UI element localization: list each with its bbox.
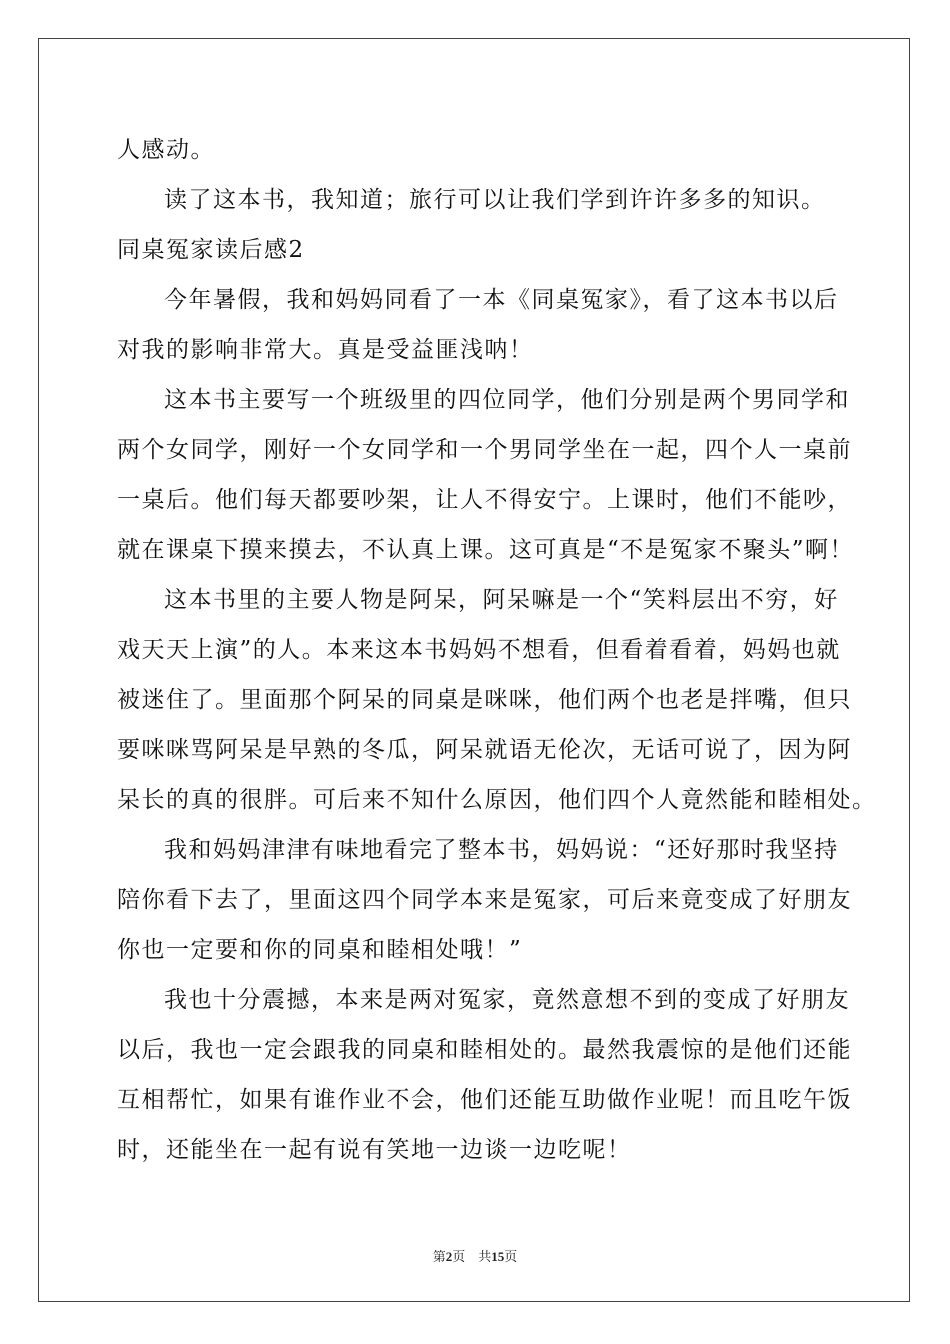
text-line: 这本书主要写一个班级里的四位同学，他们分别是两个男同学和: [164, 387, 850, 413]
text-line: 一桌后。他们每天都要吵架，让人不得安宁。上课时，他们不能吵，: [117, 487, 852, 513]
text-line: 呆长的真的很胖。可后来不知什么原因，他们四个人竟然能和睦相处。: [117, 787, 877, 813]
text-line: 互相帮忙，如果有谁作业不会，他们还能互助做作业呢！而且吃午饭: [117, 1087, 852, 1113]
text-line: 就在课桌下摸来摸去，不认真上课。这可真是“不是冤家不聚头”啊！: [117, 537, 855, 563]
footer-prefix: 第: [432, 1249, 446, 1264]
page-footer: [0, 1246, 950, 1265]
text-line: 戏天天上演”的人。本来这本书妈妈不想看，但看着看着，妈妈也就: [117, 637, 841, 663]
footer-mid: 页 共: [452, 1249, 492, 1264]
text-line: 对我的影响非常大。真是受益匪浅呐！: [117, 337, 534, 363]
text-line: 这本书里的主要人物是阿呆，阿呆嘛是一个“笑料层出不穷，好: [164, 587, 839, 613]
text-line: 以后，我也一定会跟我的同桌和睦相处的。最然我震惊的是他们还能: [117, 1037, 852, 1063]
text-line: 被迷住了。里面那个阿呆的同桌是咪咪，他们两个也老是拌嘴，但只: [117, 687, 852, 713]
text-line: 你也一定要和你的同桌和睦相处哦！”: [117, 937, 523, 963]
text-line: 时，还能坐在一起有说有笑地一边谈一边吃呢！: [117, 1137, 632, 1163]
text-line: 要咪咪骂阿呆是早熟的冬瓜，阿呆就语无伦次，无话可说了，因为阿: [117, 737, 852, 763]
text-line: 我和妈妈津津有味地看完了整本书，妈妈说：“还好那时我坚持: [164, 837, 839, 863]
text-line: 今年暑假，我和妈妈同看了一本《同桌冤家》，看了这本书以后: [164, 287, 839, 313]
text-line: 我也十分震撼，本来是两对冤家，竟然意想不到的变成了好朋友: [164, 987, 850, 1013]
page-number: 2: [445, 1249, 453, 1264]
section-heading: 同桌冤家读后感2: [117, 237, 305, 263]
text-line: 读了这本书，我知道；旅行可以让我们学到许许多多的知识。: [164, 187, 826, 213]
total-pages: 15: [491, 1249, 505, 1264]
text-line: 人感动。: [117, 137, 215, 163]
footer-suffix: 页: [504, 1249, 518, 1264]
text-line: 两个女同学，刚好一个女同学和一个男同学坐在一起，四个人一桌前: [117, 437, 852, 463]
text-line: 陪你看下去了，里面这四个同学本来是冤家，可后来竟变成了好朋友: [117, 887, 852, 913]
